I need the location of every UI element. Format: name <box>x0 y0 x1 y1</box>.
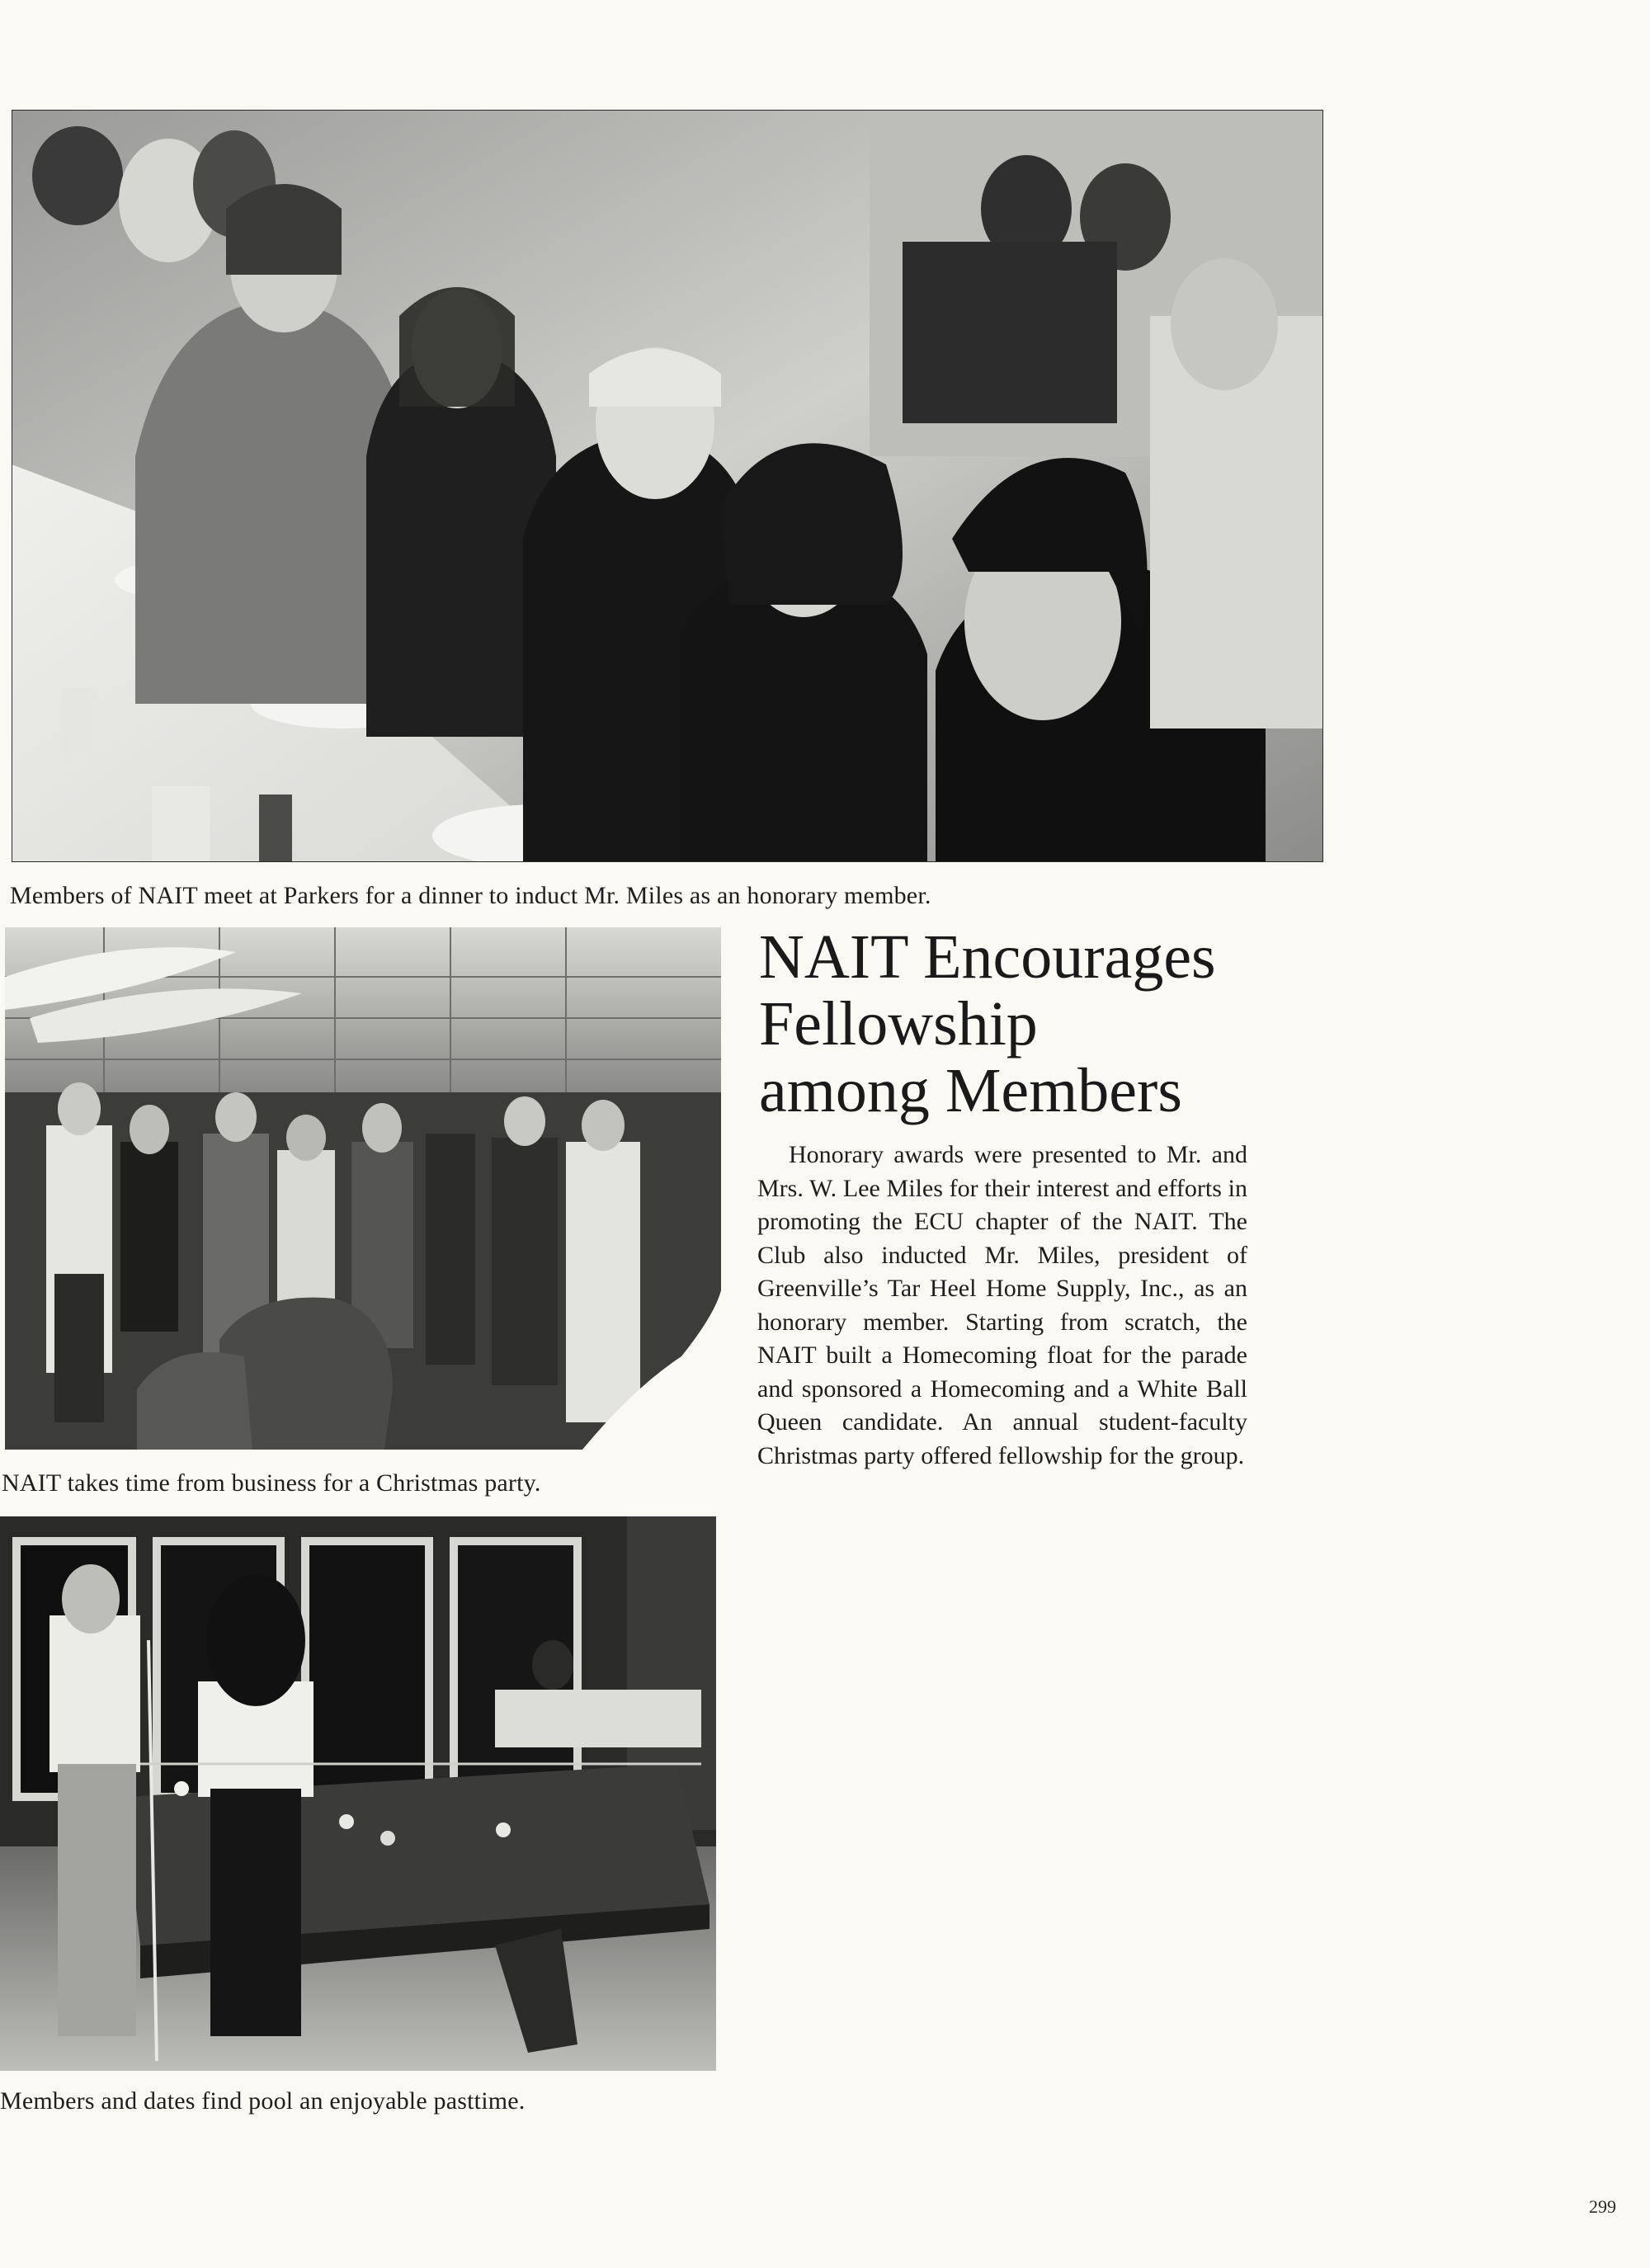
pool-game-photo-caption: Members and dates find pool an enjoyable pasttime. <box>0 2087 526 2115</box>
article-body: Honorary awards were presented to Mr. and Mrs. W. Lee Miles for their interest and efforts in promoting the ECU chapter of the NAIT. The Club also inducted Mr. Miles, president of Greenville’s Tar Heel Home Supply, Inc., as an honorary member. Starting from scratch, the NAIT built a Homecoming float for the parade and sponsored a Homecoming and a White Ball Queen candidate. An annual student-faculty Christmas party offered fellowship for the group. <box>757 1141 1247 1469</box>
dinner-photo-caption: Members of NAIT meet at Parkers for a dinner to induct Mr. Miles as an honorary member. <box>10 882 931 909</box>
article-headline <box>759 924 1304 1125</box>
headline-line-3: among Members <box>759 1056 1182 1125</box>
headline-line-1: NAIT Encourages <box>759 922 1216 992</box>
christmas-party-photo-caption: NAIT takes time from business for a Christmas party. <box>2 1469 541 1497</box>
christmas-party-photo <box>5 927 721 1450</box>
dinner-photo <box>12 110 1323 862</box>
pool-game-photo <box>0 1516 716 2071</box>
headline-line-2: Fellowship <box>759 989 1038 1059</box>
page-number: 299 <box>1589 2196 1616 2217</box>
